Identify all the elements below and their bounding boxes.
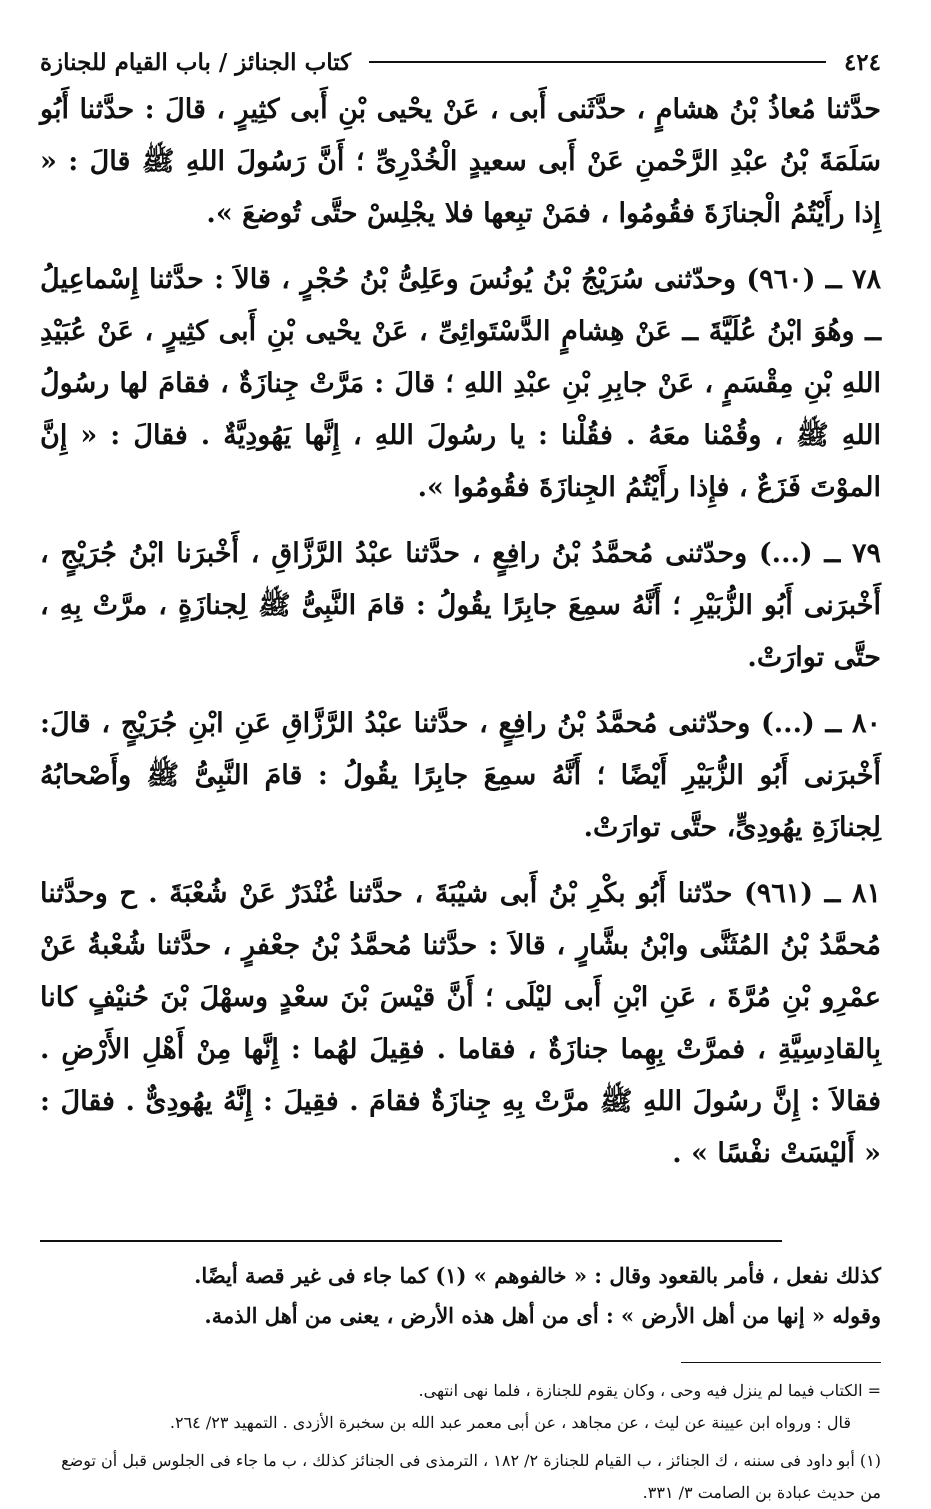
commentary-line: وقوله « إنها من أهل الأرض » : أى من أهل هذه الأرض ، يعنى من أهل الذمة.	[204, 1303, 881, 1328]
running-header	[40, 40, 881, 84]
hadith-paragraph: ٧٨ ــ (٩٦٠) وحدّثنى سُرَيْجُ بْنُ يُونُسَ وعَلِىُّ بْنُ حُجْرٍ ، قالاَ : حدَّثنا إِسْماعِيلُ ــ وهُوَ ابْنُ عُلَيَّةَ ــ عَنْ هِشامٍ الدَّسْتَوائِىِّ ، عَنْ يحْيى بْنِ أَبى كثِيرٍ ، عَنْ عُبَيْدِ اللهِ بْنِ مِقْسَمٍ ، عَنْ جابِرِ بْنِ عبْدِ اللهِ ؛ قالَ : مَرَّتْ جِنازَةٌ ، فقامَ لها رسُولُ اللهِ ﷺ ، وقُمْنا معَهُ . فقُلْنا : يا رسُولَ اللهِ ، إِنَّها يَهُودِيَّةٌ . فقالَ : « إِنَّ الموْتَ فَزَعٌ ، فإِذا رأَيْتُمُ الجِنازَةَ فقُومُوا ».	[40, 264, 881, 503]
hadith-paragraph: ٧٩ ــ (...) وحدّثنى مُحمَّدُ بْنُ رافِعٍ ، حدَّثنا عبْدُ الرَّزَّاقِ ، أَخْبرَنا ابْنُ جُرَيْجٍ ، أَخْبرَنى أَبُو الزُّبَيْرِ ؛ أَنَّهُ سمِعَ جابِرًا يقُولُ : قامَ النَّبِىُّ ﷺ لِجنازَةٍ ، مرَّتْ بِهِ ، حتَّى توارَتْ.	[40, 538, 881, 673]
page-number: ٤٢٤	[843, 48, 881, 76]
running-title: كتاب الجنائز / باب القيام للجنازة	[40, 48, 352, 76]
hadith-paragraph: ٨١ ــ (٩٦١) حدّثنا أَبُو بكْرِ بْنُ أَبى شيْبَةَ ، حدَّثنا غُنْدَرٌ عَنْ شُعْبَةَ . ح وحدَّثنا مُحمَّدُ بْنُ المُثَنَّى وابْنُ بشَّارٍ ، قالاَ : حدَّثنا مُحمَّدُ بْنُ جعْفرٍ ، حدَّثنا شُعْبةُ عَنْ عمْرِو بْنِ مُرَّةَ ، عَنِ ابْنِ أَبى ليْلَى ؛ أَنَّ قيْسَ بْنَ سعْدٍ وسهْلَ بْنَ حُنيْفٍ كانا بِالقادِسِيَّةِ ، فمرَّتْ بِهِما جنازَةٌ ، فقاما . فقِيلَ لهُما : إِنَّها مِنْ أَهْلِ الأَرْضِ . فقالاَ : إِنَّ رسُولَ اللهِ ﷺ مرَّتْ بِهِ جِنازَةٌ فقامَ . فقِيلَ : إِنَّهُ يهُودِىٌّ . فقالَ : « أَليْسَتْ نفْسًا » .	[40, 878, 881, 1169]
footnote-continuation: = الكتاب فيما لم ينزل فيه وحى ، وكان يقوم للجنازة ، فلما نهى انتهى.	[418, 1381, 881, 1400]
hadith-paragraph: ٨٠ ــ (...) وحدّثنى مُحمَّدُ بْنُ رافِعٍ ، حدَّثنا عبْدُ الرَّزَّاقِ عَنِ ابْنِ جُرَيْجٍ ، قالَ: أَخْبرَنى أَبُو الزُّبَيْرِ أَيْضًا ؛ أَنَّهُ سمِعَ جابِرًا يقُولُ : قامَ النَّبِىُّ ﷺ وأَصْحابُهُ لِجنازَةِ يهُودِىٍّ، حتَّى توارَتْ.	[40, 708, 881, 843]
hadith-paragraph: حدَّثنا مُعاذُ بْنُ هشامٍ ، حدَّثَنى أَبى ، عَنْ يحْيى بْنِ أَبى كثِيرٍ ، قالَ : حدَّثنا أَبُو سَلَمَةَ بْنُ عبْدِ الرَّحْمنِ عَنْ أَبى سعيدٍ الْخُدْرِىِّ ؛ أَنَّ رَسُولَ اللهِ ﷺ قالَ : « إِذا رأَيْتُمُ الْجنازَةَ فقُومُوا ، فمَنْ تبِعها فلا يجْلِسْ حتَّى تُوضعَ ».	[40, 94, 881, 229]
footnote-continuation: قال : ورواه ابن عيينة عن ليث ، عن مجاهد ، عن أبى معمر عبد الله بن سخبرة الأزدى . التمهيد ٢٣/ ٢٦٤.	[169, 1413, 851, 1432]
commentary-line: كذلك نفعل ، فأمر بالقعود وقال : « خالفوهم » (١) كما جاء فى غير قصة أيضًا.	[194, 1263, 881, 1288]
footnote-divider	[681, 1362, 881, 1363]
commentary-divider	[40, 1240, 782, 1242]
header-rule	[369, 61, 826, 63]
commentary	[40, 1256, 881, 1336]
footnotes	[40, 1375, 881, 1509]
footnote-1: (١) أبو داود فى سننه ، ك الجنائز ، ب القيام للجنازة ٢/ ١٨٢ ، الترمذى فى الجنائز كذلك ، ب ما جاء فى الجلوس قبل أن توضع من حديث عبادة بن الصامت ٣/ ٣٣١.	[61, 1451, 881, 1502]
hadith-text	[40, 84, 881, 1180]
